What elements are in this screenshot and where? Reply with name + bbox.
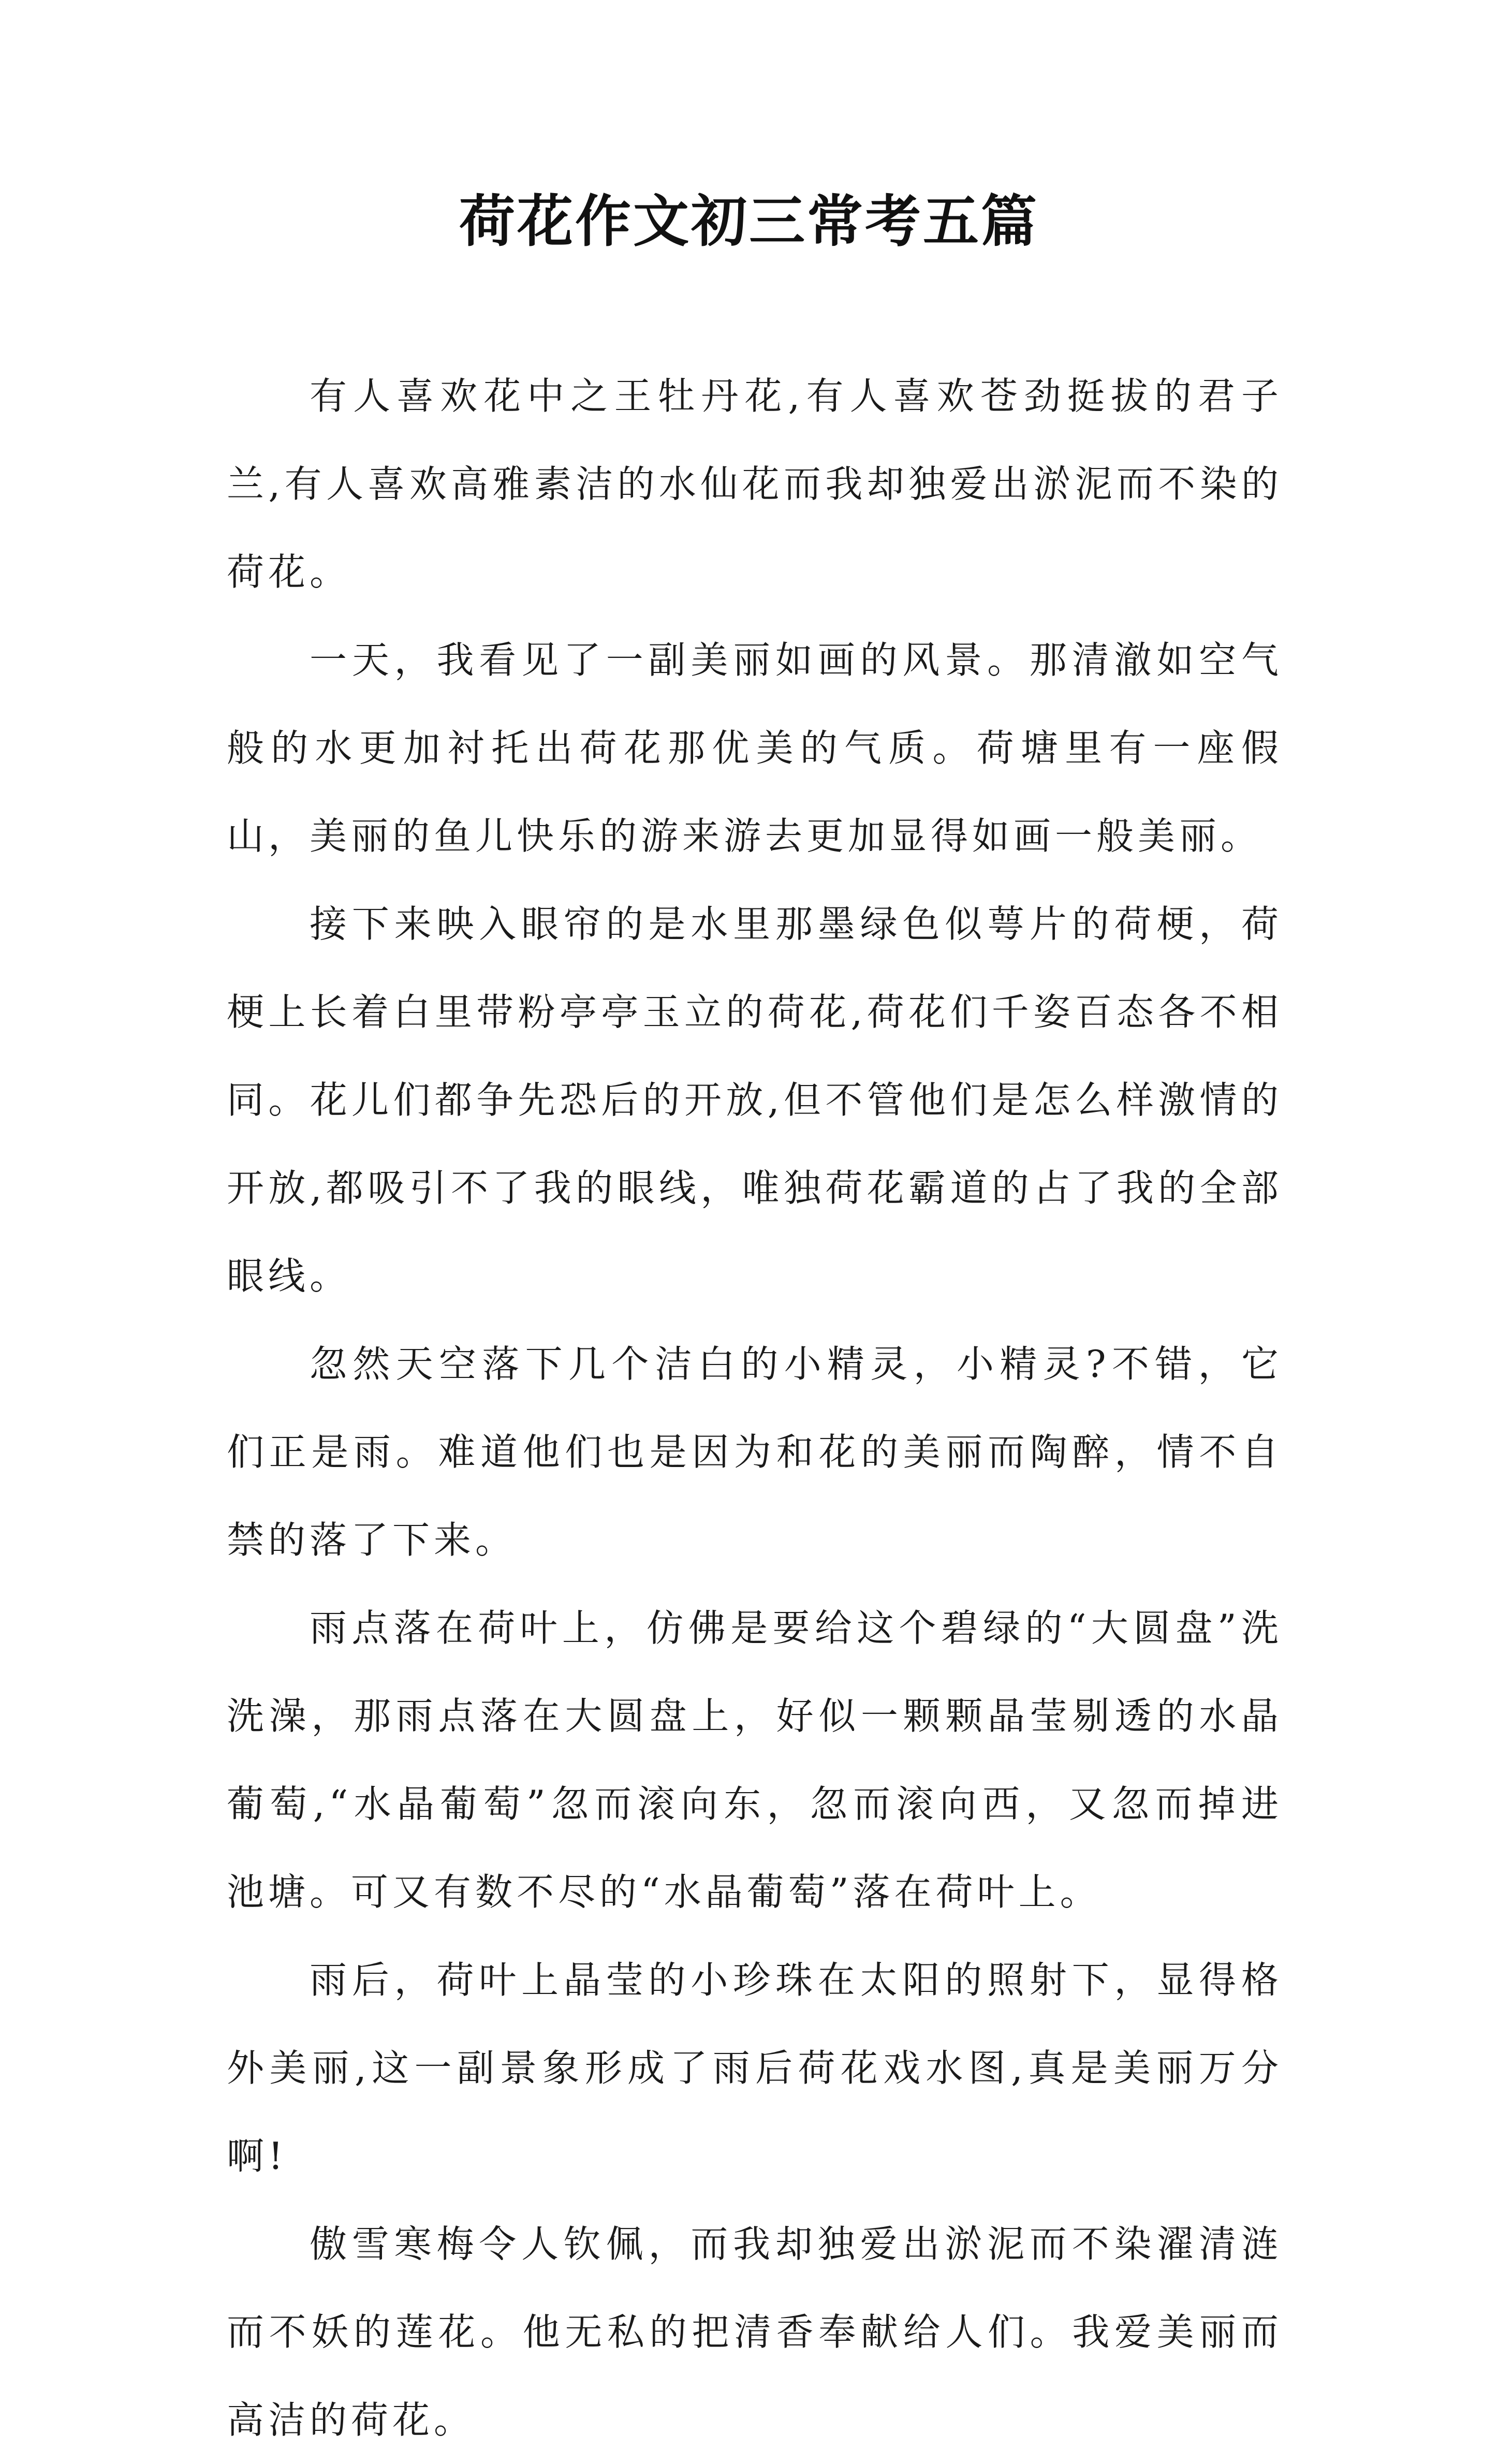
document-title: 荷花作文初三常考五篇 bbox=[459, 189, 1039, 254]
paragraph-7: 傲雪寒梅令人钦佩，而我却独爱出淤泥而不染濯清涟而不妖的莲花。他无私的把清香奉献给人们。我爱美丽而高洁的荷花。 bbox=[227, 2222, 1283, 2442]
paragraph-6: 雨后，荷叶上晶莹的小珍珠在太阳的照射下，显得格外美丽,这一副景象形成了雨后荷花戏水图,真是美丽万分啊! bbox=[227, 1958, 1283, 2178]
paragraph-3: 接下来映入眼帘的是水里那墨绿色似萼片的荷梗，荷梗上长着白里带粉亭亭玉立的荷花,荷花们千姿百态各不相同。花儿们都争先恐后的开放,但不管他们是怎么样激情的开放,都吸引不了我的眼线，唯独荷花霸道的占了我的全部眼线。 bbox=[227, 902, 1283, 1298]
paragraph-5: 雨点落在荷叶上，仿佛是要给这个碧绿的“大圆盘”洗洗澡，那雨点落在大圆盘上，好似一颗颗晶莹剔透的水晶葡萄,“水晶葡萄”忽而滚向东，忽而滚向西，又忽而掉进池塘。可又有数不尽的“水晶葡萄”落在荷叶上。 bbox=[227, 1606, 1283, 1914]
paragraph-2: 一天，我看见了一副美丽如画的风景。那清澈如空气般的水更加衬托出荷花那优美的气质。荷塘里有一座假山，美丽的鱼儿快乐的游来游去更加显得如画一般美丽。 bbox=[227, 638, 1283, 858]
essay-body bbox=[227, 352, 1283, 2464]
paragraph-4: 忽然天空落下几个洁白的小精灵，小精灵?不错，它们正是雨。难道他们也是因为和花的美丽而陶醉，情不自禁的落了下来。 bbox=[227, 1342, 1283, 1562]
paragraph-1: 有人喜欢花中之王牡丹花,有人喜欢苍劲挺拔的君子兰,有人喜欢高雅素洁的水仙花而我却独爱出淤泥而不染的荷花。 bbox=[227, 374, 1283, 594]
